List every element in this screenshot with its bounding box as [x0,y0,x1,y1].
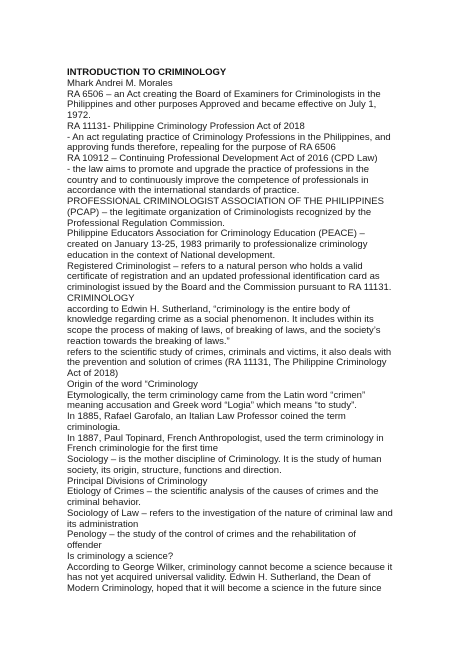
text-line: Modern Criminology, hoped that it will become a science in the future since [67,583,382,594]
text-line: French criminologie for the first time [67,443,218,455]
text-line: country and to continuously improve the competence of professionals in [67,174,369,186]
text-line: has not yet acquired universal validity. Edwin H. Sutherland, the Dean of [67,572,371,584]
document-body [67,68,412,595]
text-line: - An act regulating practice of Criminology Professions in the Philippines, and [67,131,391,143]
text-line: - the law aims to promote and upgrade the practice of professions in the [67,163,370,175]
text-line: According to George Wilker, criminology cannot become a science because it [67,561,393,573]
text-line: Professional Regulation Commission. [67,217,225,229]
text-line: according to Edwin H. Sutherland, “criminology is the entire body of [67,303,351,315]
text-line: its administration [67,518,139,530]
text-line: approving funds therefore, repealing for the purpose of RA 6506 [67,142,336,154]
text-line: Penology – the study of the control of crimes and the rehabilitation of [67,529,356,541]
text-line: In 1887, Paul Topinard, French Anthropologist, used the term criminology in [67,432,384,444]
text-line: Origin of the word “Criminology [67,378,198,390]
text-line: Sociology of Law – refers to the investigation of the nature of criminal law and [67,507,393,519]
text-line: 1972. [67,110,91,121]
text-line: criminal behavior. [67,497,141,508]
text-line: society, its origin, structure, functions and direction. [67,464,282,476]
text-line: meaning accusation and Greek word “Logia” which means “to study”. [67,400,357,412]
text-line: CRIMINOLOGY [67,292,135,304]
text-line: In 1885, Rafael Garofalo, an Italian Law Professor coined the term [67,411,346,422]
text-line: Etiology of Crimes – the scientific analysis of the causes of crimes and the [67,486,379,498]
text-line: Is criminology a science? [67,550,174,562]
text-line: refers to the scientific study of crimes, criminals and victims, it also deals with [67,346,392,358]
text-line: RA 6506 – an Act creating the Board of Examiners for Criminologists in the [67,88,381,100]
text-line: Sociology – is the mother discipline of Criminology. It is the study of human [67,454,382,465]
text-line: Principal Divisions of Criminology [67,475,208,487]
text-line: RA 11131- Philippine Criminology Profession Act of 2018 [67,120,305,132]
text-line: certificate of registration and an updated professional identification card as [67,271,380,283]
text-line: criminologist issued by the Board and the Commission pursuant to RA 11131. [67,282,392,293]
text-line: RA 10912 – Continuing Professional Development Act of 2016 (CPD Law) [67,153,378,164]
text-line: created on January 13-25, 1983 primarily to professionalize criminology [67,239,368,250]
text-line: PROFESSIONAL CRIMINOLOGIST ASSOCIATION OF THE PHILIPPINES [67,196,384,207]
text-line: knowledge regarding crime as a social phenomenon. It includes within its [67,314,374,326]
text-line: education in the context of National development. [67,249,276,261]
text-line: reaction towards the breaking of laws.” [67,335,230,347]
text-line: accordance with the international standards of practice. [67,185,300,197]
text-line: the prevention and solution of crimes (RA 11131, The Philippine Criminology [67,357,387,369]
text-line: (PCAP) – the legitimate organization of Criminologists recognized by the [67,206,372,218]
text-line: offender [67,540,102,551]
text-line: scope the process of making of laws, of breaking of laws, and the society’s [67,325,381,336]
text-line: Etymologically, the term criminology came from the Latin word “crimen” [67,389,366,401]
text-line: Philippine Educators Association for Criminology Education (PEACE) – [67,228,365,240]
text-line: criminologia. [67,421,121,433]
text-line: Act of 2018) [67,368,119,379]
document-title: INTRODUCTION TO CRIMINOLOGY [67,67,227,78]
text-line: Philippines and other purposes Approved and became effective on July 1, [67,99,377,111]
text-line: Mhark Andrei M. Morales [67,77,173,89]
text-line: Registered Criminologist – refers to a natural person who holds a valid [67,260,363,272]
